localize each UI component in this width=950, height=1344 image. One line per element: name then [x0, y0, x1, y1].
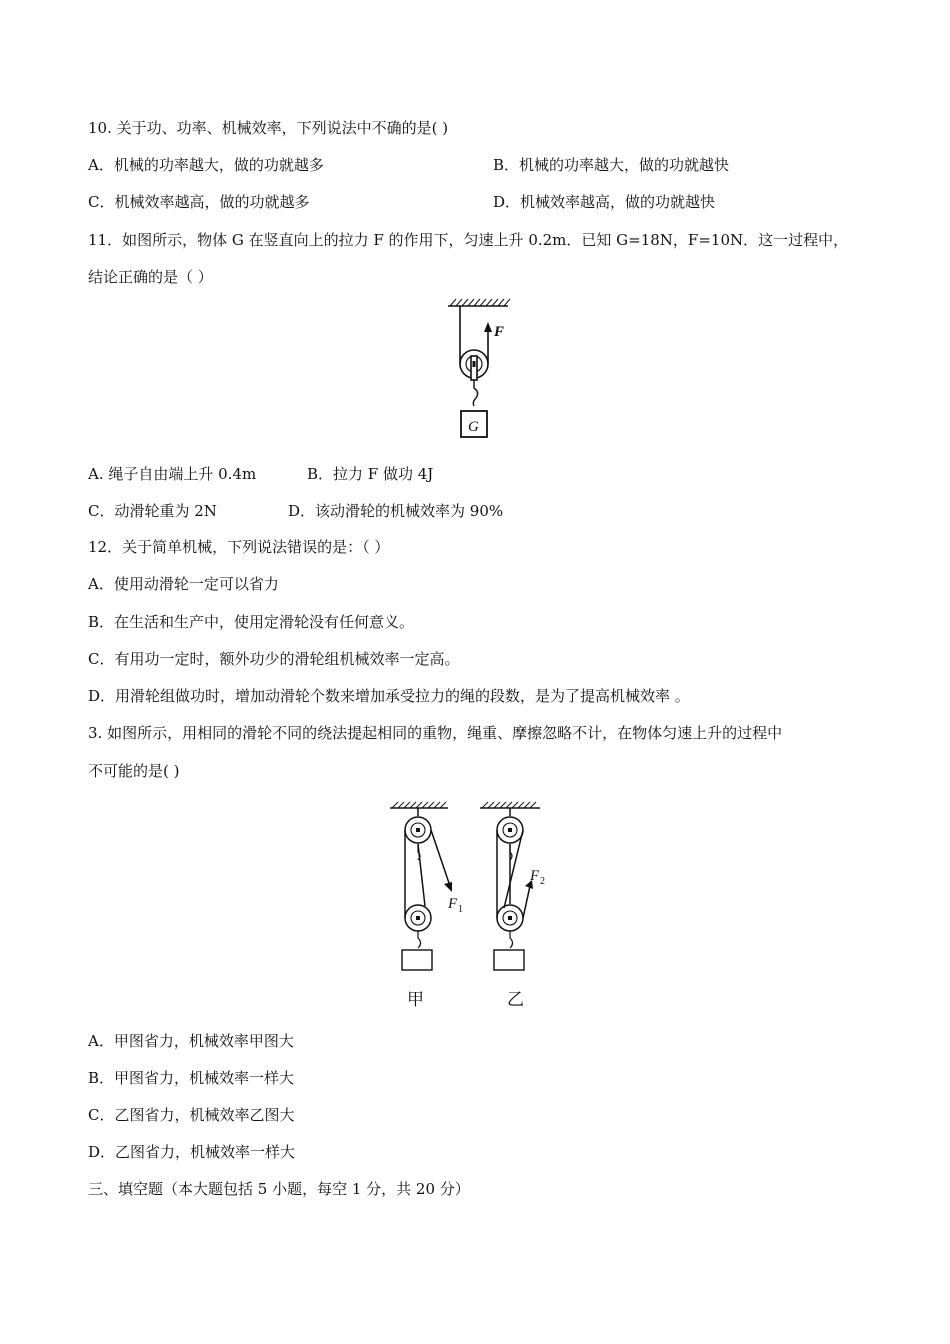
force-label: F [494, 324, 505, 340]
right-pull-rope [523, 886, 530, 918]
force-arrow [484, 322, 492, 332]
q3-option-b: B．甲图省力，机械效率一样大 [88, 1069, 295, 1087]
right-caption: 乙 [507, 990, 524, 1009]
q10-stem: 10. 关于功、功率、机械效率，下列说法中不确的是( ) [88, 119, 449, 137]
q12-option-a: A．使用动滑轮一定可以省力 [88, 575, 279, 593]
left-block [402, 950, 432, 970]
left-pull-rope [431, 830, 450, 886]
hook [473, 380, 477, 406]
q12-option-d: D．用滑轮组做功时，增加动滑轮个数来增加承受拉力的绳的段数，是为了提高机械效率 。 [88, 687, 690, 705]
q3-option-a: A．甲图省力，机械效率甲图大 [88, 1032, 294, 1050]
q3-stem-line1: 3. 如图所示，用相同的滑轮不同的绕法提起相同的重物，绳重、摩擦忽略不计，在物体匀速上升的过程中 [88, 724, 783, 742]
left-force-label: F [448, 896, 458, 912]
q12-option-b: B．在生活和生产中，使用定滑轮没有任何意义。 [88, 613, 415, 631]
q10-option-b: B．机械的功率越大，做的功就越快 [493, 156, 730, 174]
q11-pulley-figure [440, 296, 520, 446]
right-force-label: F [530, 868, 540, 884]
q11-option-c: C．动滑轮重为 2N [88, 502, 217, 520]
q11-stem-line1: 11．如图所示，物体 G 在竖直向上的拉力 F 的作用下，匀速上升 0.2m．已知 G=18N，F=10N．这一过程中， [88, 231, 849, 249]
q3-pulley-figure [380, 798, 560, 1018]
q11-option-d: D．该动滑轮的机械效率为 90% [288, 502, 504, 520]
q3-stem-line2: 不可能的是( ) [88, 762, 180, 780]
q11-option-b: B．拉力 F 做功 4J [307, 465, 434, 483]
q11-stem-line2: 结论正确的是（ ） [88, 268, 213, 286]
q12-option-c: C．有用功一定时，额外功少的滑轮组机械效率一定高。 [88, 650, 460, 668]
left-force-arrow [444, 882, 452, 892]
ceiling-hatch [450, 299, 510, 306]
section-heading: 三、填空题（本大题包括 5 小题，每空 1 分，共 20 分） [88, 1180, 470, 1198]
left-force-sub: 1 [458, 904, 463, 915]
block-label: G [468, 419, 479, 435]
q10-option-c: C．机械效率越高，做的功就越多 [88, 193, 310, 211]
left-caption: 甲 [407, 990, 424, 1009]
right-force-sub: 2 [540, 876, 545, 887]
right-block [494, 950, 524, 970]
q12-stem: 12．关于简单机械，下列说法错误的是：（ ） [88, 538, 390, 556]
q3-option-d: D．乙图省力，机械效率一样大 [88, 1143, 296, 1161]
q3-option-c: C．乙图省力，机械效率乙图大 [88, 1106, 295, 1124]
q11-option-a: A. 绳子自由端上升 0.4m [88, 465, 257, 483]
q10-option-a: A．机械的功率越大，做的功就越多 [88, 156, 324, 174]
q10-option-d: D．机械效率越高，做的功就越快 [493, 193, 716, 211]
